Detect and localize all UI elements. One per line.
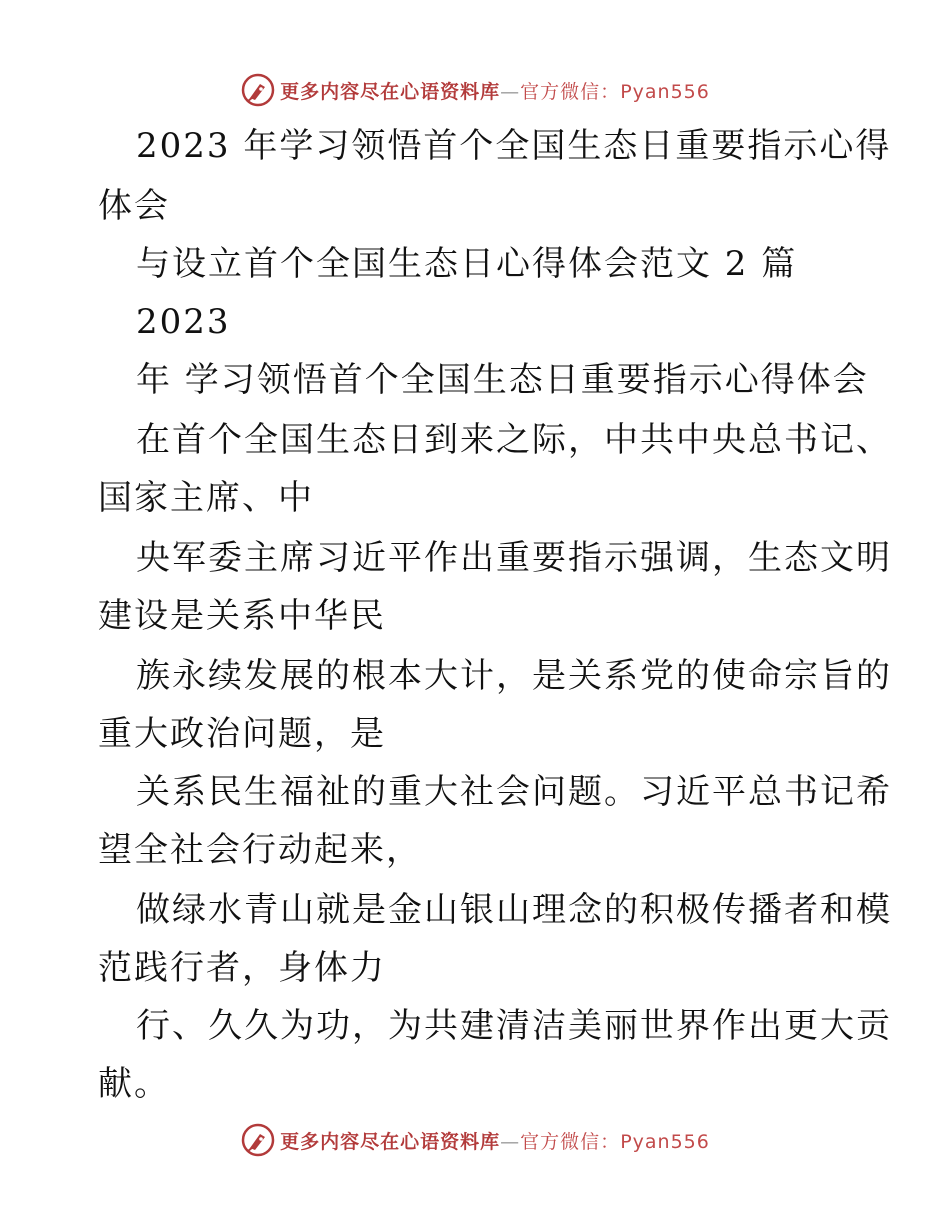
paragraph-line: 做绿水青山就是金山银山理念的积极传播者和模 bbox=[136, 890, 892, 930]
watermark-dash: — bbox=[500, 80, 521, 103]
paragraph-line: 央军委主席习近平作出重要指示强调，生态文明 bbox=[136, 538, 892, 578]
watermark-main-text: 更多内容尽在心语资料库 bbox=[280, 1130, 501, 1153]
watermark-wechat-id: Pyan556 bbox=[620, 1130, 710, 1153]
title-line-2: 体会 bbox=[98, 186, 170, 226]
paragraph-line: 关系民生福祉的重大社会问题。习近平总书记希 bbox=[136, 772, 892, 812]
paragraph-line: 族永续发展的根本大计，是关系党的使命宗旨的 bbox=[136, 656, 892, 696]
title-line-1: 2023 年学习领悟首个全国生态日重要指示心得 bbox=[136, 126, 892, 166]
paragraph-line: 献。 bbox=[98, 1064, 170, 1104]
paragraph-line: 在首个全国生态日到来之际，中共中央总书记、 bbox=[136, 420, 892, 460]
watermark-main-text: 更多内容尽在心语资料库 bbox=[280, 80, 501, 103]
watermark-sub-text: 官方微信： bbox=[520, 1130, 621, 1153]
section-heading: 年 学习领悟首个全国生态日重要指示心得体会 bbox=[136, 360, 869, 400]
year-line: 2023 bbox=[136, 302, 231, 342]
pen-nib-icon bbox=[240, 1122, 276, 1158]
paragraph-line: 建设是关系中华民 bbox=[98, 596, 386, 636]
watermark-wechat-id: Pyan556 bbox=[620, 80, 710, 103]
paragraph-line: 重大政治问题，是 bbox=[98, 714, 386, 754]
paragraph-line: 范践行者，身体力 bbox=[98, 948, 386, 988]
paragraph-line: 望全社会行动起来， bbox=[98, 830, 422, 870]
footer-watermark bbox=[0, 1120, 950, 1160]
header-watermark bbox=[0, 70, 950, 110]
watermark-sub-text: 官方微信： bbox=[520, 80, 621, 103]
paragraph-line: 国家主席、中 bbox=[98, 478, 314, 518]
pen-nib-icon bbox=[240, 72, 276, 108]
watermark-dash: — bbox=[500, 1130, 521, 1153]
subtitle: 与设立首个全国生态日心得体会范文 2 篇 bbox=[136, 244, 798, 284]
paragraph-line: 行、久久为功，为共建清洁美丽世界作出更大贡 bbox=[136, 1006, 892, 1046]
